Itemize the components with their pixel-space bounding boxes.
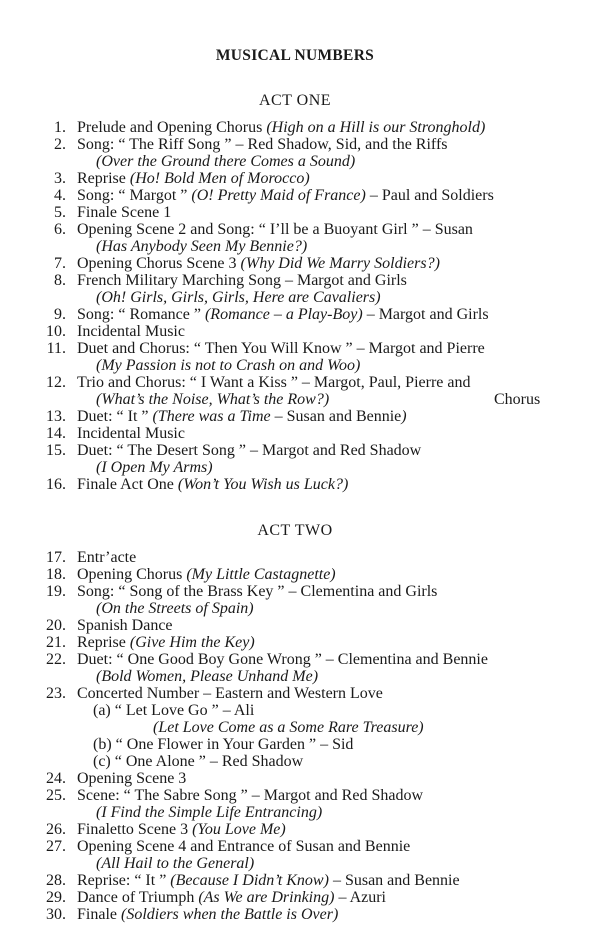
item-text [77,442,421,459]
song-subtitle: (Let Love Come as a Some Rare Treasure) [153,719,424,736]
item-text-part: Opening Chorus Scene 3 [77,255,241,272]
item-text-part: Trio and Chorus: “ I Want a Kiss ” – Margot, Paul, Pierre and [77,374,471,391]
item-text-part: Finale Scene 1 [77,204,172,221]
item-text-part: Duet and Chorus: “ Then You Will Know ” – Margot and Pierre [77,340,485,357]
musical-number-item [0,255,600,272]
act-one-list [0,119,600,493]
item-number: 8. [54,272,66,289]
item-text [96,855,254,872]
item-text [96,391,329,408]
item-number: 4. [54,187,66,204]
item-text-part: Concerted Number – Eastern and Western Love [77,685,383,702]
item-number: 22. [46,651,66,668]
song-subtitle: (As We are Drinking) [198,889,335,906]
item-text [77,255,440,272]
song-subtitle: (I Open My Arms) [96,459,213,476]
musical-number-item [0,651,600,668]
song-subtitle: (There was a Time [152,408,271,425]
musical-number-item [0,323,600,340]
item-text-part: Song: “ Margot ” [77,187,192,204]
musical-number-item [0,340,600,357]
item-text-part: Duet: “ The Desert Song ” – Margot and Red Shadow [77,442,422,459]
item-text [77,906,338,923]
item-text-part: Incidental Music [77,323,185,340]
musical-number-item [0,549,600,566]
song-subtitle: (My Passion is not to Crash on and Woo) [96,357,361,374]
item-text-part: Scene: “ The Sabre Song ” – Margot and Red Shadow [77,787,424,804]
act-one-heading: ACT ONE [258,92,332,109]
song-subtitle: (Bold Women, Please Unhand Me) [96,668,319,685]
item-text-part: – Paul and Soldiers [365,187,494,204]
item-text-part: Song: “ The Riff Song ” – Red Shadow, Sid, and the Riffs [77,136,448,153]
musical-number-item [0,617,600,634]
item-text [77,204,171,221]
item-number: 11. [46,340,66,357]
item-text-part: Opening Chorus [77,566,187,583]
item-number: 10. [46,323,66,340]
item-text-part: Opening Scene 4 and Entrance of Susan and Bennie [77,838,411,855]
musical-number-subline [0,459,600,476]
item-number: 30. [46,906,66,923]
item-text [77,476,348,493]
song-subtitle: (Why Did We Marry Soldiers?) [240,255,440,272]
musical-number-item [0,838,600,855]
song-subtitle: (Ho! Bold Men of Morocco) [129,170,310,187]
song-subtitle: (Has Anybody Seen My Bennie?) [96,238,308,255]
item-text [96,153,355,170]
musical-number-item [0,136,600,153]
item-text [77,838,410,855]
item-text-part: Opening Scene 2 and Song: “ I’ll be a Buoyant Girl ” – Susan [77,221,473,238]
item-text [77,340,485,357]
item-number: 18. [46,566,66,583]
song-subtitle: (Because I Didn’t Know) [170,872,329,889]
item-number: 25. [46,787,66,804]
item-text-part: Spanish Dance [77,617,173,634]
item-number: 5. [54,204,66,221]
item-number: 3. [54,170,66,187]
act-two-heading: ACT TWO [257,522,333,539]
item-text [77,685,383,702]
musical-number-item [0,634,600,651]
item-text [77,617,173,634]
item-text [96,238,307,255]
item-number: 6. [54,221,66,238]
item-number: 9. [54,306,66,323]
item-text [77,272,407,289]
item-number: 12. [46,374,66,391]
item-number: 1. [54,119,66,136]
musical-number-subline [0,668,600,685]
item-text [96,804,322,821]
item-number: 14. [46,425,66,442]
musical-number-subline [0,600,600,617]
page-title: MUSICAL NUMBERS [215,47,375,64]
item-number: 7. [54,255,66,272]
item-text [77,566,336,583]
item-number: 26. [46,821,66,838]
musical-number-subline [0,702,600,719]
item-text [93,753,303,770]
item-text [77,136,448,153]
item-text [77,787,423,804]
musical-number-subline [0,357,600,374]
item-text-part: Prelude and Opening Chorus [77,119,267,136]
item-number: 28. [46,872,66,889]
musical-number-item [0,476,600,493]
song-subtitle: ) [401,408,407,425]
item-text [96,289,381,306]
musical-number-item [0,872,600,889]
song-subtitle: (What’s the Noise, What’s the Row?) [96,391,330,408]
musical-number-item [0,425,600,442]
song-subtitle: (My Little Castagnette) [186,566,336,583]
item-number: 17. [46,549,66,566]
item-number: 15. [46,442,66,459]
item-text-part: (c) “ One Alone ” – Red Shadow [93,753,304,770]
musical-number-subline [0,153,600,170]
item-text-part: Song: “ Romance ” [77,306,205,323]
musical-number-item [0,187,600,204]
item-text-part: (b) “ One Flower in Your Garden ” – Sid [93,736,354,753]
song-subtitle: (Give Him the Key) [129,634,255,651]
item-text [93,702,254,719]
item-number: 2. [54,136,66,153]
item-text-part: (a) “ Let Love Go ” – Ali [93,702,255,719]
item-text-part: Duet: “ One Good Boy Gone Wrong ” – Clementina and Bennie [77,651,488,668]
item-text [77,549,136,566]
item-number: 27. [46,838,66,855]
item-text [77,306,489,323]
musical-number-item [0,685,600,702]
musical-number-subline [0,736,600,753]
item-text [77,889,386,906]
song-subtitle: (Soldiers when the Battle is Over) [121,906,339,923]
musical-number-subline [0,719,600,736]
musical-number-item [0,204,600,221]
item-text [77,821,286,838]
act-two-list [0,549,600,923]
item-text [77,119,485,136]
item-text [77,425,185,442]
item-text [96,668,318,685]
song-subtitle: (On the Streets of Spain) [96,600,254,617]
item-text-part: Finaletto Scene 3 [77,821,193,838]
item-text [96,459,213,476]
item-text-part: Incidental Music [77,425,185,442]
song-subtitle: (Oh! Girls, Girls, Girls, Here are Cavaliers) [96,289,381,306]
item-text [77,770,186,787]
item-number: 21. [46,634,66,651]
item-text [96,357,360,374]
item-number: 29. [46,889,66,906]
musical-number-subline [0,238,600,255]
musical-number-item [0,583,600,600]
musical-number-item [0,221,600,238]
item-text-part: Finale [77,906,121,923]
item-text [77,374,470,391]
item-text-part: Entr’acte [77,549,137,566]
item-text [77,583,437,600]
item-text-part: Reprise: “ It ” [77,872,171,889]
item-text-part: French Military Marching Song – Margot and Girls [77,272,407,289]
item-text [77,651,488,668]
item-number: 20. [46,617,66,634]
musical-number-item [0,442,600,459]
song-subtitle: (You Love Me) [192,821,286,838]
item-number: 24. [46,770,66,787]
musical-number-item [0,566,600,583]
item-text-part: Song: “ Song of the Brass Key ” – Clementina and Girls [77,583,438,600]
song-subtitle: (Won’t You Wish us Luck?) [177,476,349,493]
song-subtitle: (Romance – a Play-Boy) [204,306,363,323]
item-text [93,736,353,753]
item-text [77,634,255,651]
song-subtitle: (All Hail to the General) [96,855,255,872]
musical-number-item [0,306,600,323]
item-number: 19. [46,583,66,600]
item-text [77,221,473,238]
item-text-part: Dance of Triumph [77,889,199,906]
item-text [153,719,424,736]
item-text-part: Reprise [77,634,130,651]
song-subtitle: (Over the Ground there Comes a Sound) [96,153,356,170]
item-number: 23. [46,685,66,702]
musical-number-item [0,119,600,136]
item-text [96,600,254,617]
item-text [77,323,185,340]
item-text [77,187,494,204]
song-subtitle: (I Find the Simple Life Entrancing) [96,804,323,821]
musical-number-item [0,408,600,425]
item-text-part: Finale Act One [77,476,178,493]
item-text-part: – Susan and Bennie [270,408,402,425]
musical-number-item [0,906,600,923]
song-subtitle: (O! Pretty Maid of France) [191,187,366,204]
item-text-part: – Margot and Girls [362,306,489,323]
musical-number-item [0,889,600,906]
musical-number-subline [0,289,600,306]
musical-number-subline [0,753,600,770]
item-text-part: Opening Scene 3 [77,770,187,787]
item-text [77,170,310,187]
musical-number-item [0,770,600,787]
item-text-part: Duet: “ It ” [77,408,153,425]
musical-number-item [0,374,600,391]
song-subtitle: (High on a Hill is our Stronghold) [266,119,486,136]
musical-number-item [0,787,600,804]
item-text-part: – Azuri [334,889,386,906]
musical-number-item [0,272,600,289]
musical-number-subline [0,391,600,408]
musical-number-item [0,821,600,838]
item-number: 13. [46,408,66,425]
item-text-part: Reprise [77,170,130,187]
item-text-part: – Susan and Bennie [328,872,460,889]
item-number: 16. [46,476,66,493]
musical-number-subline [0,855,600,872]
item-text [77,872,460,889]
musical-number-item [0,170,600,187]
item-text-continuation: Chorus [494,391,541,408]
musical-number-subline [0,804,600,821]
item-text [77,408,407,425]
